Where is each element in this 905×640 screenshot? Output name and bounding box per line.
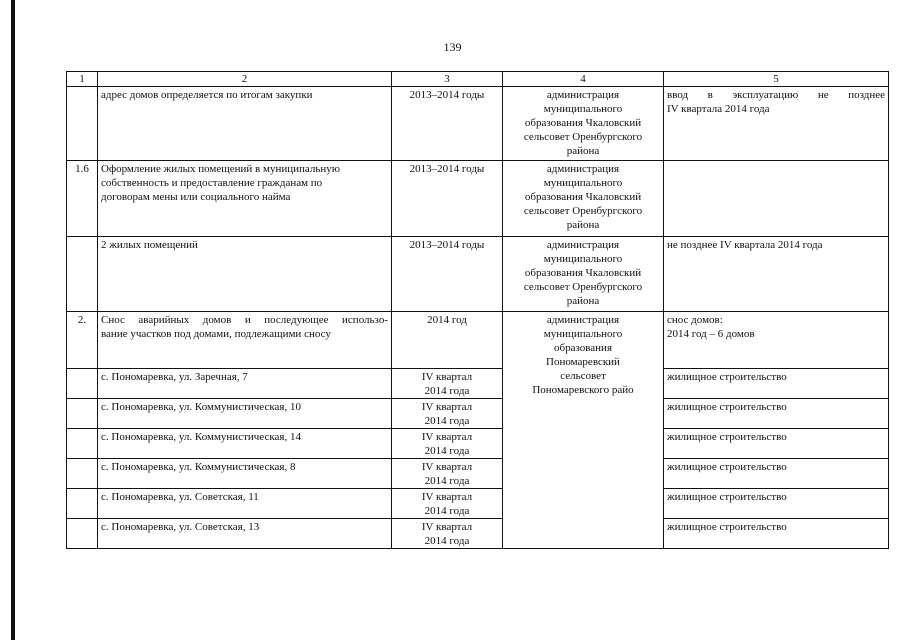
table-row xyxy=(67,369,889,399)
table-row xyxy=(67,429,889,459)
row-term xyxy=(392,519,503,549)
executor-line: муниципального xyxy=(543,103,623,115)
executor-line: администрация xyxy=(546,163,620,175)
header-col-5: 5 xyxy=(664,72,889,87)
row-term xyxy=(392,399,503,429)
description-line: Снос аварийных домов и последующее использо- xyxy=(101,314,388,326)
table-row xyxy=(67,489,889,519)
row-result xyxy=(664,312,889,369)
row-number: 1.6 xyxy=(67,161,98,237)
row-description: 2 жилых помещений xyxy=(98,237,392,312)
header-col-1: 1 xyxy=(67,72,98,87)
header-col-3: 3 xyxy=(392,72,503,87)
executor-line: образования Чкаловский xyxy=(524,267,642,279)
left-margin-bar xyxy=(11,0,15,640)
row-executor xyxy=(503,237,664,312)
term-line: 2014 года xyxy=(424,505,470,517)
row-description xyxy=(98,161,392,237)
header-col-2: 2 xyxy=(98,72,392,87)
description-line: собственность и предоставление гражданам по xyxy=(101,177,323,189)
row-number xyxy=(67,369,98,399)
row-number xyxy=(67,399,98,429)
row-address: с. Пономаревка, ул. Коммунистическая, 14 xyxy=(98,429,392,459)
term-line: 2014 года xyxy=(424,535,470,547)
table-row xyxy=(67,459,889,489)
row-address: с. Пономаревка, ул. Коммунистическая, 10 xyxy=(98,399,392,429)
table-row xyxy=(67,87,889,161)
executor-line: района xyxy=(566,295,600,307)
table-row xyxy=(67,237,889,312)
executor-line: муниципального xyxy=(543,253,623,265)
row-term: 2013–2014 годы xyxy=(392,237,503,312)
executor-line: Пономаревского райо xyxy=(532,384,634,396)
row-number: 2. xyxy=(67,312,98,369)
row-number xyxy=(67,459,98,489)
table-row xyxy=(67,312,889,369)
term-line: 2014 года xyxy=(424,415,470,427)
executor-line: образования Чкаловский xyxy=(524,117,642,129)
row-term xyxy=(392,459,503,489)
executor-line: муниципального xyxy=(543,328,623,340)
result-line: 2014 год – 6 домов xyxy=(667,328,755,340)
row-description: адрес домов определяется по итогам закупки xyxy=(98,87,392,161)
row-result: жилищное строительство xyxy=(664,399,889,429)
row-executor xyxy=(503,312,664,549)
row-number xyxy=(67,519,98,549)
executor-line: образования Чкаловский xyxy=(524,191,642,203)
executor-line: образования xyxy=(553,342,613,354)
row-result: жилищное строительство xyxy=(664,489,889,519)
row-result: жилищное строительство xyxy=(664,459,889,489)
row-result xyxy=(664,87,889,161)
term-line: 2014 года xyxy=(424,385,470,397)
row-number xyxy=(67,237,98,312)
description-line: вание участков под домами, подлежащими сносу xyxy=(101,328,331,340)
row-executor xyxy=(503,161,664,237)
table-row xyxy=(67,519,889,549)
term-line: IV квартал xyxy=(421,461,473,473)
executor-line: сельсовет Оренбургского xyxy=(523,281,643,293)
term-line: IV квартал xyxy=(421,401,473,413)
executor-line: сельсовет xyxy=(560,370,606,382)
row-number xyxy=(67,429,98,459)
row-result: не позднее IV квартала 2014 года xyxy=(664,237,889,312)
program-table xyxy=(66,71,889,549)
description-line: договорам мены или социального найма xyxy=(101,191,291,203)
table-row xyxy=(67,161,889,237)
row-term: 2013–2014 годы xyxy=(392,87,503,161)
row-description xyxy=(98,312,392,369)
row-result xyxy=(664,161,889,237)
executor-line: района xyxy=(566,145,600,157)
executor-line: района xyxy=(566,219,600,231)
term-line: 2014 года xyxy=(424,445,470,457)
row-address: с. Пономаревка, ул. Советская, 11 xyxy=(98,489,392,519)
executor-line: сельсовет Оренбургского xyxy=(523,205,643,217)
row-result: жилищное строительство xyxy=(664,429,889,459)
term-line: 2014 года xyxy=(424,475,470,487)
result-line: ввод в эксплуатацию не позднее xyxy=(667,89,885,101)
row-number xyxy=(67,489,98,519)
page-number: 139 xyxy=(443,40,462,54)
row-term xyxy=(392,369,503,399)
row-term xyxy=(392,489,503,519)
row-term xyxy=(392,429,503,459)
result-line: IV квартала 2014 года xyxy=(667,103,770,115)
row-executor xyxy=(503,87,664,161)
header-row xyxy=(67,72,889,87)
executor-line: Пономаревский xyxy=(546,356,620,368)
row-address: с. Пономаревка, ул. Коммунистическая, 8 xyxy=(98,459,392,489)
row-result: жилищное строительство xyxy=(664,369,889,399)
executor-line: сельсовет Оренбургского xyxy=(523,131,643,143)
term-line: IV квартал xyxy=(421,491,473,503)
row-result: жилищное строительство xyxy=(664,519,889,549)
term-line: IV квартал xyxy=(421,521,473,533)
row-term: 2014 год xyxy=(392,312,503,369)
table-row xyxy=(67,399,889,429)
result-line: снос домов: xyxy=(667,314,723,326)
description-line: Оформление жилых помещений в муниципальную xyxy=(101,163,340,175)
row-address: с. Пономаревка, ул. Советская, 13 xyxy=(98,519,392,549)
header-col-4: 4 xyxy=(503,72,664,87)
row-term: 2013–2014 годы xyxy=(392,161,503,237)
executor-line: муниципального xyxy=(543,177,623,189)
row-address: с. Пономаревка, ул. Заречная, 7 xyxy=(98,369,392,399)
term-line: IV квартал xyxy=(421,431,473,443)
executor-line: администрация xyxy=(546,89,620,101)
row-number xyxy=(67,87,98,161)
executor-line: администрация xyxy=(546,314,620,326)
executor-line: администрация xyxy=(546,239,620,251)
term-line: IV квартал xyxy=(421,371,473,383)
